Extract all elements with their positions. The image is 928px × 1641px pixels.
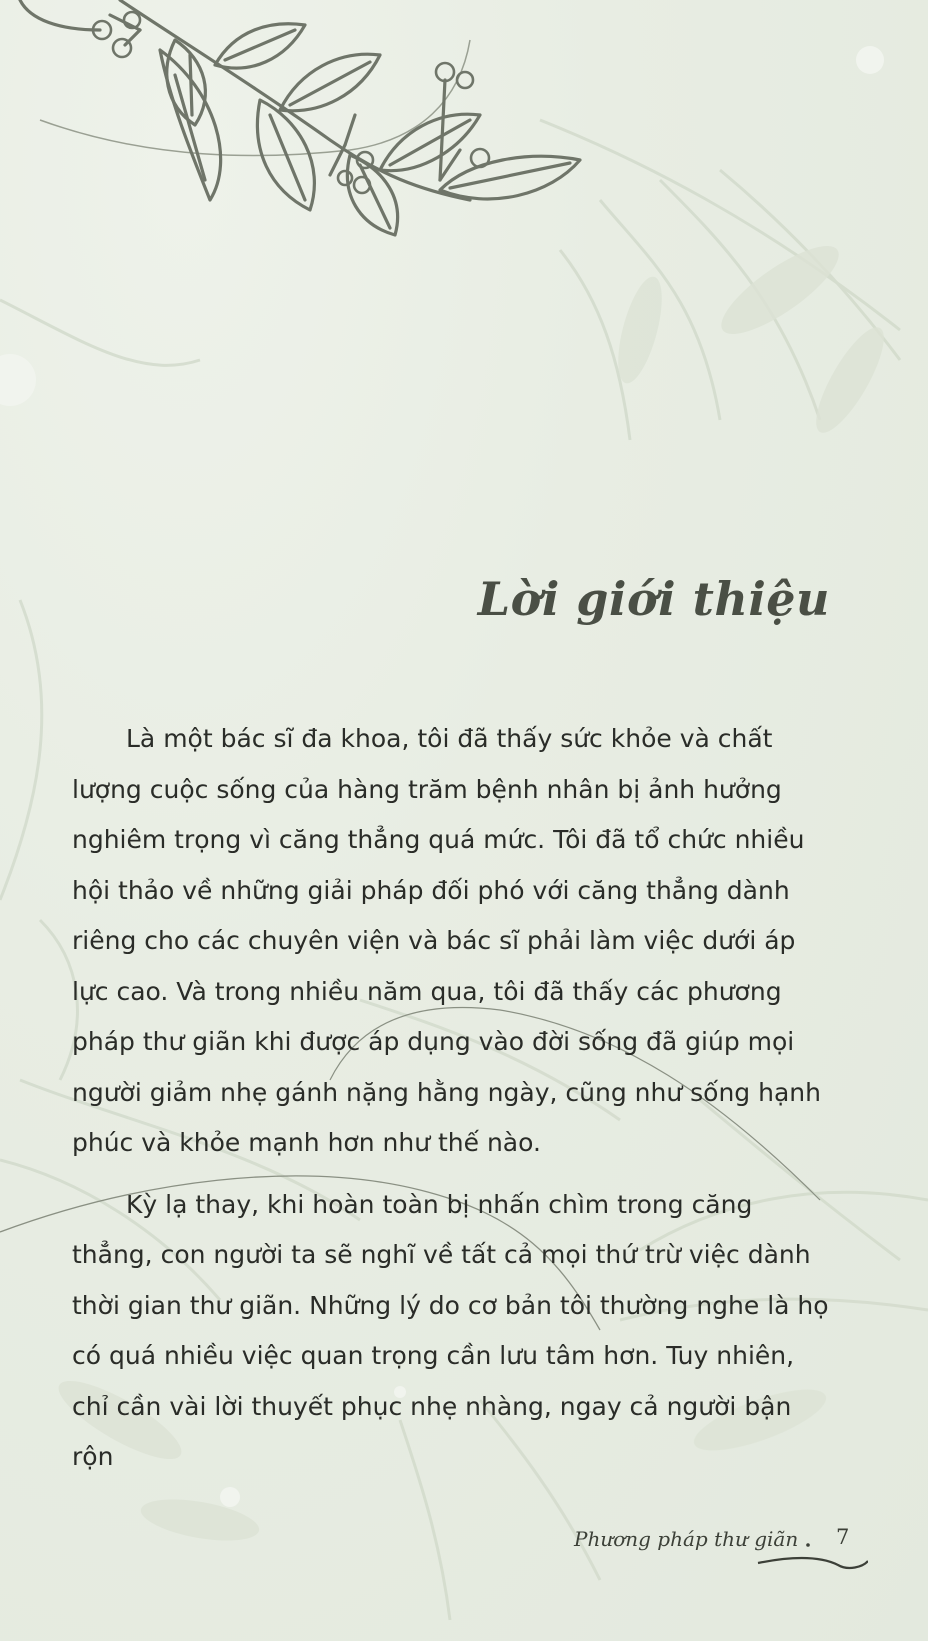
paragraph-1: Là một bác sĩ đa khoa, tôi đã thấy sức khỏe và chất lượng cuộc sống của hàng trăm bệnh nhân bị ảnh hưởng nghiêm trọng vì căng thẳng quá mức. Tôi đã tổ chức nhiều hội thảo về những giải pháp đối phó với căng thẳng dành riêng cho các chuyên viện và bác sĩ phải làm việc dưới áp lực cao. Và trong nhiều năm qua, tôi đã thấy các phương pháp thư giãn khi được áp dụng vào đời sống đã giúp mọi người giảm nhẹ gánh nặng hằng ngày, cũng như sống hạnh phúc và khỏe mạnh hơn như thế nào. bbox=[72, 724, 821, 1157]
running-footer-title: Phương pháp thư giãn bbox=[574, 1527, 799, 1551]
page-number: 7 bbox=[836, 1525, 850, 1549]
footer-flourish bbox=[568, 1527, 868, 1577]
body-text bbox=[72, 714, 832, 1494]
page-footer bbox=[568, 1527, 868, 1577]
paragraph-2: Kỳ lạ thay, khi hoàn toàn bị nhấn chìm trong căng thẳng, con người ta sẽ nghĩ về tất cả mọi thứ trừ việc dành thời gian thư giãn. Những lý do cơ bản tôi thường nghe là họ có quá nhiều việc quan trọng cần lưu tâm hơn. Tuy nhiên, chỉ cần vài lời thuyết phục nhẹ nhàng, ngay cả người bận rộn bbox=[72, 1189, 829, 1471]
chapter-title: Lời giới thiệu bbox=[477, 572, 830, 626]
